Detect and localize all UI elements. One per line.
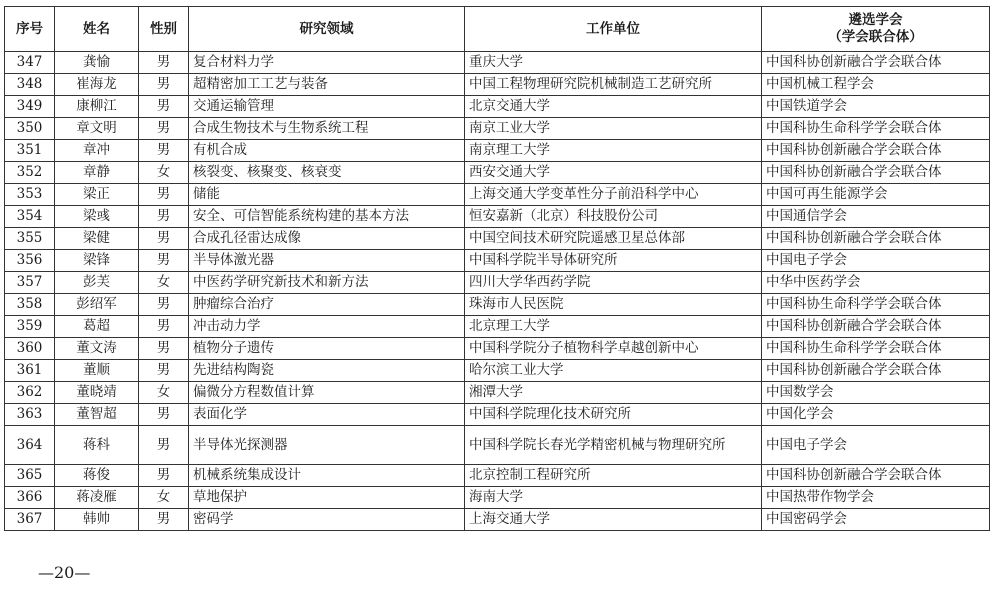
cell-org: 湘潭大学 (465, 382, 762, 404)
cell-society: 中国密码学会 (762, 509, 990, 531)
cell-society: 中国机械工程学会 (762, 74, 990, 96)
cell-org: 南京理工大学 (465, 140, 762, 162)
cell-gender: 男 (139, 426, 189, 465)
cell-no: 363 (5, 404, 55, 426)
cell-name: 董晓靖 (55, 382, 139, 404)
cell-name: 梁锋 (55, 250, 139, 272)
cell-field: 合成孔径雷达成像 (189, 228, 465, 250)
cell-field: 先进结构陶瓷 (189, 360, 465, 382)
table-row (5, 487, 990, 509)
table-body (5, 52, 990, 531)
cell-field: 安全、可信智能系统构建的基本方法 (189, 206, 465, 228)
cell-name: 韩帅 (55, 509, 139, 531)
cell-gender: 男 (139, 316, 189, 338)
cell-gender: 女 (139, 272, 189, 294)
table-row (5, 404, 990, 426)
cell-field: 超精密加工工艺与装备 (189, 74, 465, 96)
cell-gender: 男 (139, 360, 189, 382)
cell-org: 上海交通大学变革性分子前沿科学中心 (465, 184, 762, 206)
cell-society: 中国科协创新融合学会联合体 (762, 52, 990, 74)
table-row (5, 250, 990, 272)
cell-no: 362 (5, 382, 55, 404)
cell-gender: 女 (139, 487, 189, 509)
cell-field: 偏微分方程数值计算 (189, 382, 465, 404)
table-row (5, 426, 990, 465)
cell-no: 366 (5, 487, 55, 509)
header-society-line2: （学会联合体） (828, 29, 923, 45)
cell-org: 中国空间技术研究院遥感卫星总体部 (465, 228, 762, 250)
header-name: 姓名 (55, 7, 139, 52)
table-row (5, 52, 990, 74)
cell-field: 核裂变、核聚变、核衰变 (189, 162, 465, 184)
table-row (5, 206, 990, 228)
cell-gender: 男 (139, 118, 189, 140)
table-row (5, 184, 990, 206)
cell-field: 复合材料力学 (189, 52, 465, 74)
header-society-line1: 遴选学会 (848, 12, 903, 28)
cell-society: 中国电子学会 (762, 250, 990, 272)
cell-gender: 男 (139, 404, 189, 426)
cell-name: 董智超 (55, 404, 139, 426)
cell-no: 357 (5, 272, 55, 294)
cell-org: 中国科学院半导体研究所 (465, 250, 762, 272)
cell-no: 359 (5, 316, 55, 338)
cell-society: 中国科协创新融合学会联合体 (762, 360, 990, 382)
cell-gender: 男 (139, 294, 189, 316)
cell-name: 蒋科 (55, 426, 139, 465)
cell-name: 梁彧 (55, 206, 139, 228)
cell-org: 北京交通大学 (465, 96, 762, 118)
table-row (5, 118, 990, 140)
cell-org: 珠海市人民医院 (465, 294, 762, 316)
cell-society: 中国电子学会 (762, 426, 990, 465)
cell-org: 重庆大学 (465, 52, 762, 74)
header-gender: 性别 (139, 7, 189, 52)
cell-org: 上海交通大学 (465, 509, 762, 531)
cell-gender: 男 (139, 228, 189, 250)
cell-org: 四川大学华西药学院 (465, 272, 762, 294)
cell-society: 中国通信学会 (762, 206, 990, 228)
cell-field: 冲击动力学 (189, 316, 465, 338)
cell-field: 肿瘤综合治疗 (189, 294, 465, 316)
cell-field: 半导体激光器 (189, 250, 465, 272)
cell-name: 蒋俊 (55, 465, 139, 487)
cell-no: 351 (5, 140, 55, 162)
cell-gender: 男 (139, 338, 189, 360)
cell-society: 中华中医药学会 (762, 272, 990, 294)
cell-field: 半导体光探测器 (189, 426, 465, 465)
cell-field: 中医药学研究新技术和新方法 (189, 272, 465, 294)
table-row (5, 228, 990, 250)
cell-society: 中国化学会 (762, 404, 990, 426)
cell-org: 西安交通大学 (465, 162, 762, 184)
cell-no: 361 (5, 360, 55, 382)
table-row (5, 509, 990, 531)
header-row (5, 7, 990, 52)
cell-no: 348 (5, 74, 55, 96)
cell-gender: 男 (139, 96, 189, 118)
cell-gender: 男 (139, 206, 189, 228)
cell-no: 365 (5, 465, 55, 487)
cell-society: 中国科协创新融合学会联合体 (762, 465, 990, 487)
cell-name: 龚愉 (55, 52, 139, 74)
cell-gender: 男 (139, 140, 189, 162)
candidate-table (4, 6, 990, 531)
cell-name: 董文涛 (55, 338, 139, 360)
table-row (5, 96, 990, 118)
cell-org: 南京工业大学 (465, 118, 762, 140)
cell-field: 密码学 (189, 509, 465, 531)
cell-org: 中国工程物理研究院机械制造工艺研究所 (465, 74, 762, 96)
cell-gender: 女 (139, 382, 189, 404)
cell-org: 中国科学院长春光学精密机械与物理研究所 (465, 426, 762, 465)
cell-name: 章静 (55, 162, 139, 184)
cell-field: 有机合成 (189, 140, 465, 162)
cell-name: 梁正 (55, 184, 139, 206)
cell-no: 367 (5, 509, 55, 531)
table-row (5, 272, 990, 294)
cell-no: 354 (5, 206, 55, 228)
cell-society: 中国铁道学会 (762, 96, 990, 118)
cell-org: 哈尔滨工业大学 (465, 360, 762, 382)
cell-no: 356 (5, 250, 55, 272)
cell-no: 350 (5, 118, 55, 140)
cell-org: 中国科学院理化技术研究所 (465, 404, 762, 426)
cell-name: 章冲 (55, 140, 139, 162)
cell-society: 中国科协生命科学学会联合体 (762, 294, 990, 316)
cell-gender: 男 (139, 74, 189, 96)
table-row (5, 316, 990, 338)
cell-field: 交通运输管理 (189, 96, 465, 118)
cell-org: 北京控制工程研究所 (465, 465, 762, 487)
table-row (5, 360, 990, 382)
table-row (5, 338, 990, 360)
cell-field: 植物分子遗传 (189, 338, 465, 360)
table-row (5, 465, 990, 487)
cell-no: 355 (5, 228, 55, 250)
cell-name: 董顺 (55, 360, 139, 382)
cell-society: 中国数学会 (762, 382, 990, 404)
cell-no: 358 (5, 294, 55, 316)
cell-society: 中国科协创新融合学会联合体 (762, 228, 990, 250)
cell-society: 中国科协生命科学学会联合体 (762, 118, 990, 140)
cell-society: 中国科协创新融合学会联合体 (762, 140, 990, 162)
header-no: 序号 (5, 7, 55, 52)
cell-gender: 男 (139, 184, 189, 206)
cell-field: 草地保护 (189, 487, 465, 509)
page-number: —20— (38, 563, 91, 582)
cell-gender: 男 (139, 250, 189, 272)
table-row (5, 74, 990, 96)
cell-org: 海南大学 (465, 487, 762, 509)
cell-no: 360 (5, 338, 55, 360)
cell-name: 康柳江 (55, 96, 139, 118)
cell-no: 352 (5, 162, 55, 184)
cell-name: 崔海龙 (55, 74, 139, 96)
cell-org: 北京理工大学 (465, 316, 762, 338)
cell-name: 蒋凌雁 (55, 487, 139, 509)
cell-field: 表面化学 (189, 404, 465, 426)
cell-org: 中国科学院分子植物科学卓越创新中心 (465, 338, 762, 360)
header-society (762, 7, 990, 52)
cell-society: 中国科协创新融合学会联合体 (762, 162, 990, 184)
table-row (5, 140, 990, 162)
cell-name: 彭绍军 (55, 294, 139, 316)
header-org: 工作单位 (465, 7, 762, 52)
header-field: 研究领域 (189, 7, 465, 52)
cell-name: 彭芙 (55, 272, 139, 294)
cell-society: 中国科协创新融合学会联合体 (762, 316, 990, 338)
cell-no: 353 (5, 184, 55, 206)
cell-name: 梁健 (55, 228, 139, 250)
cell-field: 机械系统集成设计 (189, 465, 465, 487)
cell-gender: 男 (139, 465, 189, 487)
table-row (5, 294, 990, 316)
cell-org: 恒安嘉新（北京）科技股份公司 (465, 206, 762, 228)
cell-society: 中国热带作物学会 (762, 487, 990, 509)
cell-field: 合成生物技术与生物系统工程 (189, 118, 465, 140)
cell-no: 349 (5, 96, 55, 118)
cell-name: 葛超 (55, 316, 139, 338)
cell-no: 364 (5, 426, 55, 465)
cell-field: 储能 (189, 184, 465, 206)
cell-society: 中国科协生命科学学会联合体 (762, 338, 990, 360)
cell-gender: 男 (139, 509, 189, 531)
cell-society: 中国可再生能源学会 (762, 184, 990, 206)
table-row (5, 382, 990, 404)
cell-gender: 女 (139, 162, 189, 184)
table-row (5, 162, 990, 184)
cell-name: 章文明 (55, 118, 139, 140)
cell-no: 347 (5, 52, 55, 74)
cell-gender: 男 (139, 52, 189, 74)
